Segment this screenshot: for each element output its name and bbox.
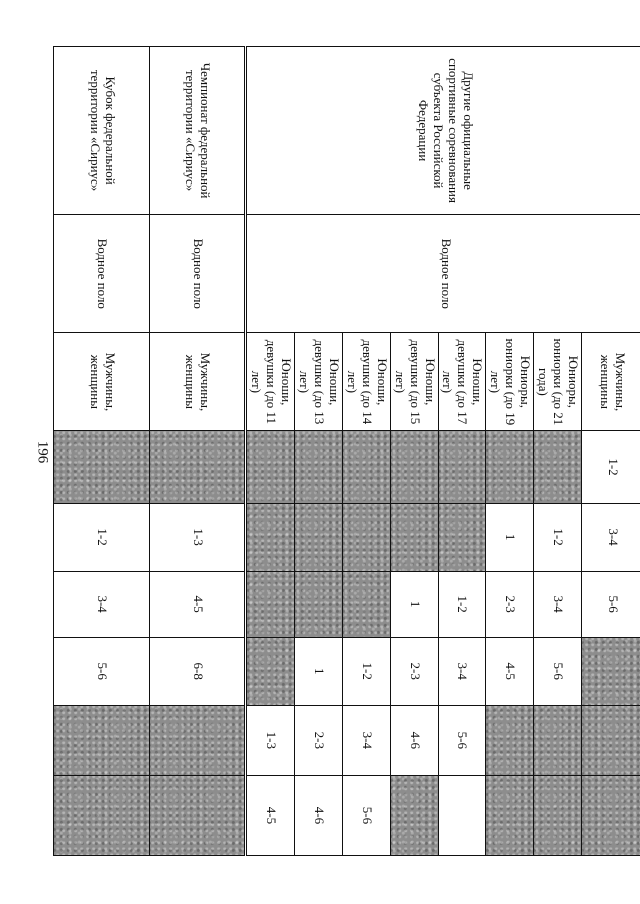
place-cell [582, 637, 640, 705]
place-cell [438, 503, 486, 571]
place-cell [246, 503, 295, 571]
age-category-cell: Юноши, девушки (до 14 лет) [342, 333, 390, 431]
age-category-cell: Юниоры, юниорки (до 19 лет) [486, 333, 534, 431]
page-number: 196 [34, 440, 51, 464]
place-cell [246, 431, 295, 503]
place-cell: 1-2 [54, 503, 150, 571]
place-cell: 1 [486, 503, 534, 571]
age-category-cell: Юноши, девушки (до 13 лет) [295, 333, 343, 431]
place-cell: 4-5 [486, 637, 534, 705]
competition-name-cell: Кубок федеральной территории «Сириус» [54, 47, 150, 215]
place-cell: 1 [295, 637, 343, 705]
place-cell: 5-6 [582, 571, 640, 637]
place-cell: 6-8 [150, 637, 246, 705]
competition-name-cell: Чемпионат федеральной территории «Сириус» [150, 47, 246, 215]
age-category-cell: Юноши, девушки (до 11 лет) [246, 333, 295, 431]
place-cell: 4-6 [390, 705, 438, 775]
place-cell: 3-4 [342, 705, 390, 775]
place-cell [295, 571, 343, 637]
age-category-cell: Мужчины, женщины [54, 333, 150, 431]
place-cell [486, 431, 534, 503]
place-cell: 4-6 [295, 775, 343, 855]
place-cell: 1-3 [246, 705, 295, 775]
place-cell: 3-4 [438, 637, 486, 705]
competition-name-cell: Другие официальные спортивные соревнования субъекта Российской Федерации [246, 47, 640, 215]
place-cell: 3-4 [582, 503, 640, 571]
place-cell [150, 775, 246, 855]
age-category-cell: Мужчины, женщины [150, 333, 246, 431]
place-cell [54, 705, 150, 775]
age-category-cell: Юноши, девушки (до 15 лет) [390, 333, 438, 431]
table-row [150, 47, 246, 856]
place-cell [390, 431, 438, 503]
place-cell: 2-3 [295, 705, 343, 775]
place-cell: 4-5 [246, 775, 295, 855]
place-cell [150, 431, 246, 503]
place-cell: 2-3 [390, 637, 438, 705]
age-category-cell: Юноши, девушки (до 17 лет) [438, 333, 486, 431]
place-cell [390, 775, 438, 855]
rotated-table-container [70, 46, 640, 856]
place-cell [438, 775, 486, 855]
place-cell [582, 775, 640, 855]
place-cell [534, 775, 582, 855]
place-cell: 1-3 [150, 503, 246, 571]
place-cell [342, 503, 390, 571]
place-cell [582, 705, 640, 775]
table-row [54, 47, 150, 856]
place-cell: 1-2 [438, 571, 486, 637]
place-cell: 5-6 [342, 775, 390, 855]
place-cell: 4-5 [150, 571, 246, 637]
table-row [582, 47, 640, 856]
place-cell [54, 431, 150, 503]
place-cell [486, 775, 534, 855]
place-cell: 1 [390, 571, 438, 637]
place-cell [54, 775, 150, 855]
sport-name-cell: Водное поло [246, 215, 640, 333]
place-cell [150, 705, 246, 775]
place-cell: 3-4 [54, 571, 150, 637]
place-cell [246, 571, 295, 637]
place-cell: 5-6 [438, 705, 486, 775]
place-cell [486, 705, 534, 775]
place-cell: 5-6 [54, 637, 150, 705]
place-cell: 2-3 [486, 571, 534, 637]
place-cell [342, 431, 390, 503]
place-cell [295, 431, 343, 503]
sport-name-cell: Водное поло [54, 215, 150, 333]
place-cell: 1-2 [582, 431, 640, 503]
place-cell [438, 431, 486, 503]
place-cell: 1-2 [534, 503, 582, 571]
place-cell [295, 503, 343, 571]
place-cell: 3-4 [534, 571, 582, 637]
place-cell [534, 431, 582, 503]
sport-name-cell: Водное поло [150, 215, 246, 333]
place-cell [246, 637, 295, 705]
place-cell: 1-2 [342, 637, 390, 705]
age-category-cell: Мужчины, женщины [582, 333, 640, 431]
sports-ranking-table [53, 46, 640, 856]
place-cell [534, 705, 582, 775]
age-category-cell: Юниоры, юниорки (до 21 года) [534, 333, 582, 431]
place-cell [342, 571, 390, 637]
place-cell [390, 503, 438, 571]
place-cell: 5-6 [534, 637, 582, 705]
